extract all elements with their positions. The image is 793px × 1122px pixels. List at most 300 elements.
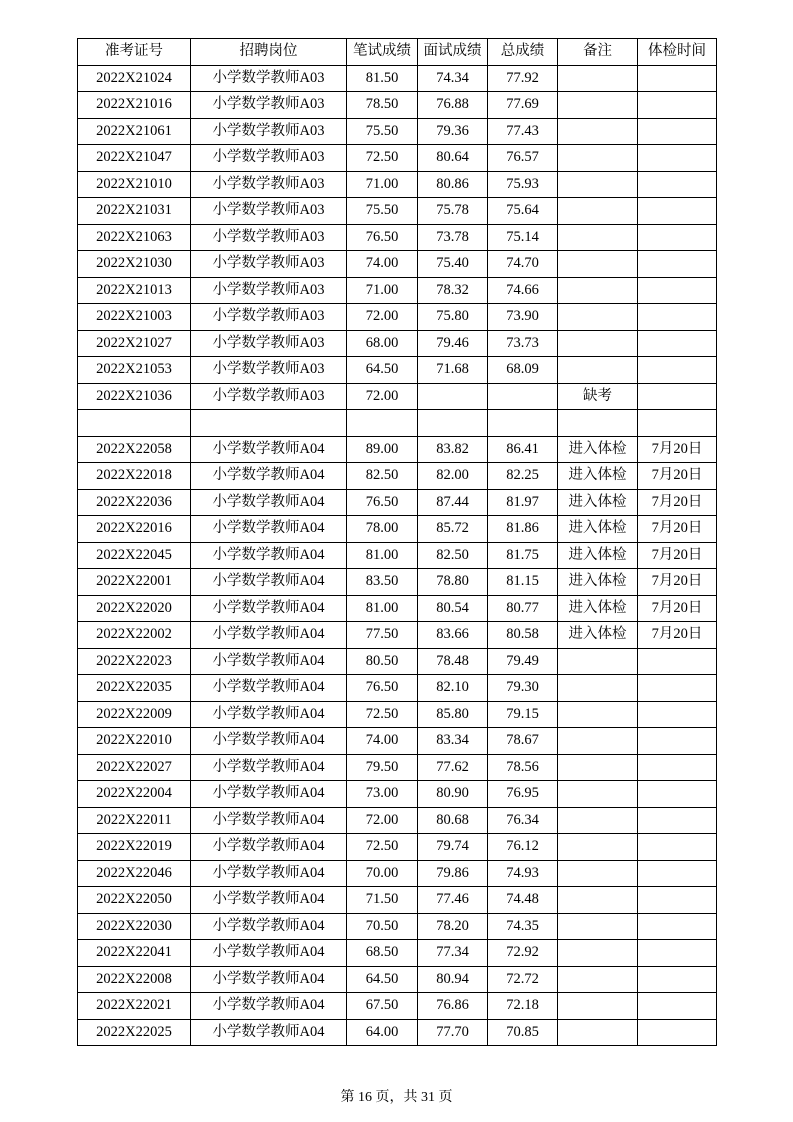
table-row — [78, 198, 717, 225]
cell-interview-score: 83.34 — [418, 728, 488, 755]
cell-exam-date: 7月20日 — [638, 569, 717, 596]
cell-position: 小学数学教师A03 — [191, 145, 347, 172]
cell-total-score: 72.92 — [488, 940, 558, 967]
cell-total-score: 72.18 — [488, 993, 558, 1020]
cell-position: 小学数学教师A04 — [191, 436, 347, 463]
cell-total-score: 70.85 — [488, 1019, 558, 1046]
cell-written-score: 76.50 — [347, 224, 418, 251]
table-row — [78, 92, 717, 119]
cell-written-score: 72.50 — [347, 145, 418, 172]
table-row — [78, 966, 717, 993]
cell-total-score: 74.66 — [488, 277, 558, 304]
cell-written-score: 76.50 — [347, 489, 418, 516]
cell-exam-id: 2022X22027 — [78, 754, 191, 781]
table-row — [78, 728, 717, 755]
cell-position: 小学数学教师A04 — [191, 781, 347, 808]
cell-total-score: 79.49 — [488, 648, 558, 675]
cell-total-score: 76.34 — [488, 807, 558, 834]
cell-exam-date — [638, 330, 717, 357]
table-row — [78, 224, 717, 251]
cell-exam-id: 2022X22002 — [78, 622, 191, 649]
cell-written-score: 83.50 — [347, 569, 418, 596]
cell-exam-id: 2022X22016 — [78, 516, 191, 543]
cell-position: 小学数学教师A04 — [191, 834, 347, 861]
cell-interview-score: 80.86 — [418, 171, 488, 198]
table-row — [78, 357, 717, 384]
cell-total-score — [488, 410, 558, 437]
cell-written-score: 74.00 — [347, 728, 418, 755]
cell-remark — [558, 198, 638, 225]
cell-exam-date — [638, 304, 717, 331]
cell-interview-score: 76.88 — [418, 92, 488, 119]
cell-interview-score: 79.46 — [418, 330, 488, 357]
cell-exam-date — [638, 675, 717, 702]
cell-written-score: 71.00 — [347, 171, 418, 198]
cell-written-score: 67.50 — [347, 993, 418, 1020]
cell-remark: 缺考 — [558, 383, 638, 410]
cell-remark — [558, 728, 638, 755]
cell-interview-score — [418, 383, 488, 410]
header-remark: 备注 — [558, 39, 638, 66]
cell-total-score: 75.93 — [488, 171, 558, 198]
table-row — [78, 569, 717, 596]
table-row — [78, 940, 717, 967]
table-row — [78, 436, 717, 463]
table-row — [78, 330, 717, 357]
cell-remark — [558, 860, 638, 887]
cell-position: 小学数学教师A03 — [191, 277, 347, 304]
table-row — [78, 595, 717, 622]
cell-exam-id — [78, 410, 191, 437]
cell-interview-score: 80.94 — [418, 966, 488, 993]
cell-interview-score: 80.54 — [418, 595, 488, 622]
table-row — [78, 648, 717, 675]
cell-total-score: 73.73 — [488, 330, 558, 357]
cell-exam-id: 2022X22019 — [78, 834, 191, 861]
table-row — [78, 463, 717, 490]
cell-exam-date — [638, 171, 717, 198]
cell-position: 小学数学教师A03 — [191, 304, 347, 331]
cell-position: 小学数学教师A04 — [191, 728, 347, 755]
cell-exam-date — [638, 118, 717, 145]
cell-remark — [558, 304, 638, 331]
cell-exam-date: 7月20日 — [638, 489, 717, 516]
cell-remark — [558, 118, 638, 145]
cell-written-score: 81.50 — [347, 65, 418, 92]
cell-exam-date — [638, 277, 717, 304]
cell-total-score: 80.58 — [488, 622, 558, 649]
cell-interview-score: 82.00 — [418, 463, 488, 490]
cell-exam-date — [638, 383, 717, 410]
cell-position: 小学数学教师A04 — [191, 940, 347, 967]
cell-total-score: 74.93 — [488, 860, 558, 887]
cell-exam-date — [638, 648, 717, 675]
cell-position: 小学数学教师A03 — [191, 251, 347, 278]
cell-remark — [558, 1019, 638, 1046]
cell-written-score: 64.50 — [347, 357, 418, 384]
cell-remark — [558, 807, 638, 834]
cell-remark — [558, 145, 638, 172]
cell-exam-id: 2022X22058 — [78, 436, 191, 463]
cell-interview-score: 87.44 — [418, 489, 488, 516]
table-row — [78, 913, 717, 940]
cell-written-score: 72.00 — [347, 304, 418, 331]
cell-position — [191, 410, 347, 437]
cell-exam-date — [638, 993, 717, 1020]
cell-written-score: 81.00 — [347, 542, 418, 569]
header-position: 招聘岗位 — [191, 39, 347, 66]
cell-remark: 进入体检 — [558, 436, 638, 463]
cell-written-score: 82.50 — [347, 463, 418, 490]
cell-exam-id: 2022X22021 — [78, 993, 191, 1020]
cell-total-score: 81.86 — [488, 516, 558, 543]
cell-exam-id: 2022X22046 — [78, 860, 191, 887]
cell-remark — [558, 675, 638, 702]
cell-total-score: 77.43 — [488, 118, 558, 145]
cell-remark: 进入体检 — [558, 489, 638, 516]
cell-exam-date: 7月20日 — [638, 436, 717, 463]
cell-exam-id: 2022X22035 — [78, 675, 191, 702]
cell-exam-id: 2022X21016 — [78, 92, 191, 119]
header-total-score: 总成绩 — [488, 39, 558, 66]
cell-exam-id: 2022X21030 — [78, 251, 191, 278]
cell-interview-score — [418, 410, 488, 437]
cell-written-score: 75.50 — [347, 198, 418, 225]
cell-position: 小学数学教师A03 — [191, 357, 347, 384]
cell-remark — [558, 92, 638, 119]
table-row — [78, 516, 717, 543]
cell-written-score: 64.50 — [347, 966, 418, 993]
cell-exam-id: 2022X21010 — [78, 171, 191, 198]
cell-exam-id: 2022X22036 — [78, 489, 191, 516]
cell-written-score: 78.00 — [347, 516, 418, 543]
cell-exam-id: 2022X22010 — [78, 728, 191, 755]
cell-interview-score: 78.20 — [418, 913, 488, 940]
cell-written-score: 78.50 — [347, 92, 418, 119]
cell-remark — [558, 966, 638, 993]
table-row — [78, 701, 717, 728]
cell-position: 小学数学教师A04 — [191, 913, 347, 940]
cell-position: 小学数学教师A04 — [191, 887, 347, 914]
cell-written-score: 79.50 — [347, 754, 418, 781]
table-row — [78, 304, 717, 331]
cell-interview-score: 79.36 — [418, 118, 488, 145]
cell-written-score: 75.50 — [347, 118, 418, 145]
cell-exam-date — [638, 357, 717, 384]
cell-exam-id: 2022X22045 — [78, 542, 191, 569]
results-table — [77, 38, 717, 1046]
cell-remark — [558, 701, 638, 728]
cell-position: 小学数学教师A03 — [191, 198, 347, 225]
cell-exam-id: 2022X22041 — [78, 940, 191, 967]
cell-remark: 进入体检 — [558, 595, 638, 622]
cell-exam-date — [638, 410, 717, 437]
cell-exam-id: 2022X21027 — [78, 330, 191, 357]
cell-total-score: 76.57 — [488, 145, 558, 172]
cell-total-score: 77.69 — [488, 92, 558, 119]
cell-total-score: 86.41 — [488, 436, 558, 463]
cell-interview-score: 78.32 — [418, 277, 488, 304]
cell-exam-date: 7月20日 — [638, 595, 717, 622]
cell-remark — [558, 993, 638, 1020]
cell-remark — [558, 277, 638, 304]
cell-written-score: 72.50 — [347, 701, 418, 728]
cell-exam-date — [638, 807, 717, 834]
cell-interview-score: 77.70 — [418, 1019, 488, 1046]
header-written-score: 笔试成绩 — [347, 39, 418, 66]
cell-exam-date — [638, 198, 717, 225]
cell-exam-id: 2022X21003 — [78, 304, 191, 331]
cell-total-score: 68.09 — [488, 357, 558, 384]
cell-written-score: 89.00 — [347, 436, 418, 463]
cell-position: 小学数学教师A04 — [191, 595, 347, 622]
cell-interview-score: 80.68 — [418, 807, 488, 834]
cell-interview-score: 82.50 — [418, 542, 488, 569]
cell-exam-date — [638, 913, 717, 940]
cell-written-score: 80.50 — [347, 648, 418, 675]
table-row — [78, 834, 717, 861]
cell-exam-id: 2022X21031 — [78, 198, 191, 225]
cell-interview-score: 78.48 — [418, 648, 488, 675]
cell-interview-score: 74.34 — [418, 65, 488, 92]
cell-remark — [558, 648, 638, 675]
table-row — [78, 860, 717, 887]
header-exam-id: 准考证号 — [78, 39, 191, 66]
cell-position: 小学数学教师A04 — [191, 569, 347, 596]
cell-interview-score: 75.80 — [418, 304, 488, 331]
cell-position: 小学数学教师A03 — [191, 383, 347, 410]
cell-exam-date — [638, 940, 717, 967]
cell-remark — [558, 330, 638, 357]
cell-exam-id: 2022X22050 — [78, 887, 191, 914]
cell-exam-id: 2022X21063 — [78, 224, 191, 251]
cell-position: 小学数学教师A04 — [191, 542, 347, 569]
cell-exam-date — [638, 1019, 717, 1046]
cell-exam-date — [638, 860, 717, 887]
table-row — [78, 118, 717, 145]
cell-remark — [558, 834, 638, 861]
cell-interview-score: 80.64 — [418, 145, 488, 172]
cell-remark: 进入体检 — [558, 463, 638, 490]
table-header-row — [78, 39, 717, 66]
cell-interview-score: 85.80 — [418, 701, 488, 728]
cell-total-score: 74.48 — [488, 887, 558, 914]
cell-exam-date — [638, 754, 717, 781]
cell-position: 小学数学教师A04 — [191, 993, 347, 1020]
cell-exam-date — [638, 92, 717, 119]
cell-written-score — [347, 410, 418, 437]
table-row — [78, 1019, 717, 1046]
cell-exam-date — [638, 65, 717, 92]
cell-exam-id: 2022X21061 — [78, 118, 191, 145]
cell-total-score: 75.64 — [488, 198, 558, 225]
cell-exam-id: 2022X22008 — [78, 966, 191, 993]
cell-written-score: 71.50 — [347, 887, 418, 914]
cell-written-score: 72.50 — [347, 834, 418, 861]
cell-interview-score: 79.74 — [418, 834, 488, 861]
table-row — [78, 622, 717, 649]
cell-position: 小学数学教师A03 — [191, 92, 347, 119]
cell-interview-score: 77.62 — [418, 754, 488, 781]
cell-exam-date: 7月20日 — [638, 542, 717, 569]
cell-position: 小学数学教师A04 — [191, 648, 347, 675]
cell-written-score: 70.00 — [347, 860, 418, 887]
cell-remark — [558, 940, 638, 967]
table-row — [78, 171, 717, 198]
cell-position: 小学数学教师A04 — [191, 807, 347, 834]
cell-interview-score: 75.40 — [418, 251, 488, 278]
table-row — [78, 251, 717, 278]
cell-remark: 进入体检 — [558, 542, 638, 569]
cell-remark — [558, 65, 638, 92]
cell-position: 小学数学教师A04 — [191, 966, 347, 993]
cell-exam-date: 7月20日 — [638, 622, 717, 649]
header-interview-score: 面试成绩 — [418, 39, 488, 66]
cell-total-score: 72.72 — [488, 966, 558, 993]
cell-total-score: 75.14 — [488, 224, 558, 251]
cell-exam-date — [638, 887, 717, 914]
table-row — [78, 145, 717, 172]
cell-position: 小学数学教师A03 — [191, 330, 347, 357]
cell-remark — [558, 913, 638, 940]
cell-total-score: 78.67 — [488, 728, 558, 755]
cell-exam-id: 2022X22004 — [78, 781, 191, 808]
cell-exam-date — [638, 834, 717, 861]
cell-total-score: 78.56 — [488, 754, 558, 781]
cell-written-score: 72.00 — [347, 807, 418, 834]
cell-total-score: 79.30 — [488, 675, 558, 702]
cell-position: 小学数学教师A03 — [191, 118, 347, 145]
cell-remark — [558, 887, 638, 914]
cell-remark: 进入体检 — [558, 622, 638, 649]
cell-exam-date — [638, 728, 717, 755]
cell-exam-date — [638, 224, 717, 251]
cell-position: 小学数学教师A04 — [191, 701, 347, 728]
cell-interview-score: 80.90 — [418, 781, 488, 808]
cell-written-score: 77.50 — [347, 622, 418, 649]
cell-remark — [558, 754, 638, 781]
cell-exam-id: 2022X22001 — [78, 569, 191, 596]
cell-position: 小学数学教师A04 — [191, 489, 347, 516]
cell-written-score: 81.00 — [347, 595, 418, 622]
cell-interview-score: 73.78 — [418, 224, 488, 251]
cell-interview-score: 77.46 — [418, 887, 488, 914]
table-row — [78, 675, 717, 702]
cell-interview-score: 83.66 — [418, 622, 488, 649]
cell-exam-date: 7月20日 — [638, 463, 717, 490]
cell-exam-id: 2022X22020 — [78, 595, 191, 622]
cell-position: 小学数学教师A03 — [191, 65, 347, 92]
table-row — [78, 993, 717, 1020]
table-row — [78, 410, 717, 437]
cell-interview-score: 77.34 — [418, 940, 488, 967]
table-row — [78, 754, 717, 781]
cell-written-score: 73.00 — [347, 781, 418, 808]
cell-position: 小学数学教师A04 — [191, 622, 347, 649]
table-row — [78, 383, 717, 410]
table-row — [78, 807, 717, 834]
cell-exam-id: 2022X21036 — [78, 383, 191, 410]
cell-exam-id: 2022X22009 — [78, 701, 191, 728]
cell-position: 小学数学教师A04 — [191, 516, 347, 543]
cell-interview-score: 79.86 — [418, 860, 488, 887]
cell-position: 小学数学教师A04 — [191, 463, 347, 490]
cell-remark — [558, 171, 638, 198]
cell-written-score: 64.00 — [347, 1019, 418, 1046]
cell-position: 小学数学教师A04 — [191, 860, 347, 887]
cell-total-score: 81.97 — [488, 489, 558, 516]
cell-exam-id: 2022X21047 — [78, 145, 191, 172]
cell-total-score: 80.77 — [488, 595, 558, 622]
cell-interview-score: 71.68 — [418, 357, 488, 384]
cell-remark — [558, 251, 638, 278]
cell-interview-score: 85.72 — [418, 516, 488, 543]
cell-exam-id: 2022X22025 — [78, 1019, 191, 1046]
cell-written-score: 70.50 — [347, 913, 418, 940]
cell-total-score: 74.70 — [488, 251, 558, 278]
cell-total-score: 82.25 — [488, 463, 558, 490]
page-footer: 第 16 页，共 31 页 — [340, 1090, 453, 1105]
cell-written-score: 72.00 — [347, 383, 418, 410]
cell-position: 小学数学教师A03 — [191, 171, 347, 198]
cell-exam-id: 2022X22018 — [78, 463, 191, 490]
cell-total-score: 81.15 — [488, 569, 558, 596]
cell-exam-date — [638, 781, 717, 808]
cell-total-score: 74.35 — [488, 913, 558, 940]
cell-exam-id: 2022X22030 — [78, 913, 191, 940]
cell-total-score: 79.15 — [488, 701, 558, 728]
cell-interview-score: 75.78 — [418, 198, 488, 225]
cell-exam-id: 2022X21053 — [78, 357, 191, 384]
table-row — [78, 489, 717, 516]
cell-interview-score: 76.86 — [418, 993, 488, 1020]
cell-written-score: 68.50 — [347, 940, 418, 967]
header-exam-date: 体检时间 — [638, 39, 717, 66]
table-body — [78, 65, 717, 1046]
cell-exam-id: 2022X22023 — [78, 648, 191, 675]
cell-exam-date — [638, 251, 717, 278]
cell-position: 小学数学教师A03 — [191, 224, 347, 251]
cell-total-score: 81.75 — [488, 542, 558, 569]
cell-total-score: 73.90 — [488, 304, 558, 331]
cell-exam-date: 7月20日 — [638, 516, 717, 543]
cell-total-score — [488, 383, 558, 410]
table-row — [78, 887, 717, 914]
cell-interview-score: 83.82 — [418, 436, 488, 463]
cell-interview-score: 82.10 — [418, 675, 488, 702]
table-row — [78, 65, 717, 92]
cell-position: 小学数学教师A04 — [191, 675, 347, 702]
cell-written-score: 68.00 — [347, 330, 418, 357]
cell-remark — [558, 410, 638, 437]
cell-exam-date — [638, 966, 717, 993]
cell-exam-date — [638, 701, 717, 728]
cell-written-score: 71.00 — [347, 277, 418, 304]
cell-exam-id: 2022X21013 — [78, 277, 191, 304]
cell-written-score: 74.00 — [347, 251, 418, 278]
cell-total-score: 76.12 — [488, 834, 558, 861]
table-row — [78, 781, 717, 808]
cell-remark: 进入体检 — [558, 516, 638, 543]
cell-remark: 进入体检 — [558, 569, 638, 596]
cell-exam-id: 2022X21024 — [78, 65, 191, 92]
cell-total-score: 77.92 — [488, 65, 558, 92]
cell-remark — [558, 357, 638, 384]
cell-total-score: 76.95 — [488, 781, 558, 808]
cell-remark — [558, 224, 638, 251]
cell-position: 小学数学教师A04 — [191, 754, 347, 781]
cell-position: 小学数学教师A04 — [191, 1019, 347, 1046]
